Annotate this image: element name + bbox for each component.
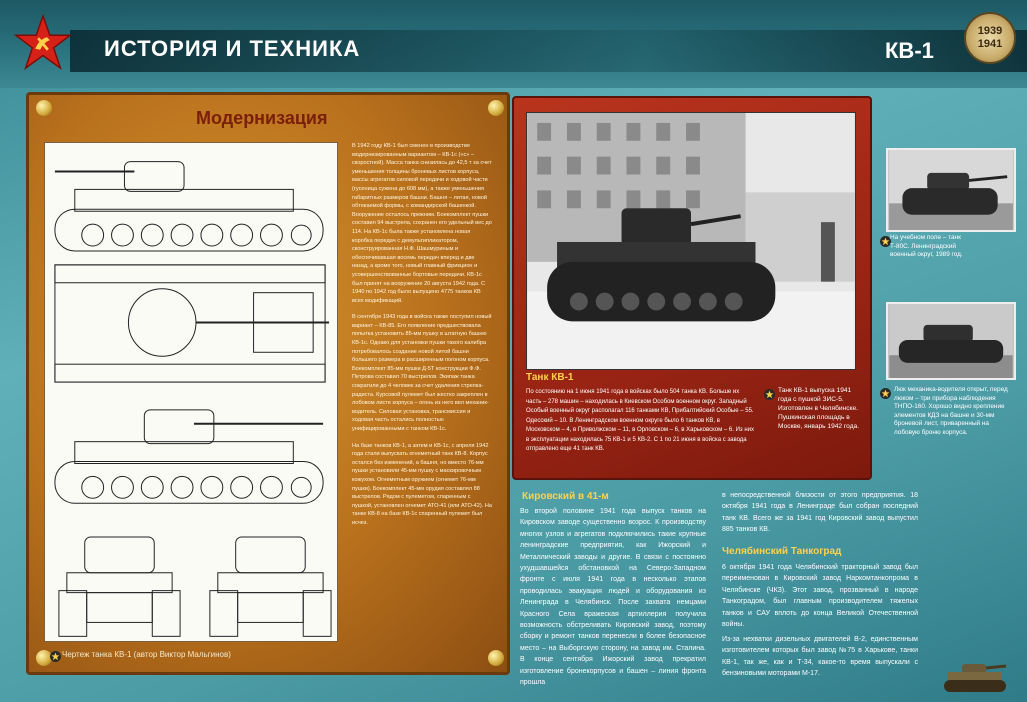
mini-photo-caption-1: На учебном поле – танк Т-80С. Ленинградский военный округ, 1989 год. (890, 234, 963, 258)
tank-t80-photo (886, 148, 1016, 232)
tank-blueprint-drawing (44, 142, 338, 642)
tank-hatch-photo (886, 302, 1016, 380)
modernization-title: Модернизация (196, 108, 328, 128)
tank-icon (940, 656, 1010, 696)
photo-title: Танк КВ-1 (526, 372, 574, 383)
year-start: 1939 (977, 25, 1003, 37)
tank-kv1-photo (526, 112, 856, 370)
chelyabinsk-heading: Челябинский Танкоград (722, 546, 842, 557)
pin-icon (488, 650, 504, 666)
year-end: 1941 (977, 38, 1003, 50)
year-badge (964, 12, 1016, 64)
photo-side-caption: Танк КВ-1 выпуска 1941 года с пушкой ЗИС-5. Изготовлен в Челябинске. Пушкинская площадь в Москве, январь 1942 года. (778, 387, 860, 430)
modernization-paragraph: В сентябре 1943 года в войска также поступил новый вариант – КВ-85. Его появление предшествовала попытка установить 85-мм пушку в штатную башню КВ-1с. Однако для установки пушки такого калибра потребовалось создание новой литой башни большего размера в расширенным погоном корпуса. Боекомплект 85-мм пушки Д-5Т конструкции Ф.Ф. Петрова составил 70 выстрелов. Экипаж танка сократили до 4 человек за счет удаления стрелка-радиста. Курсовой пулемет был жестко закреплен в лобовом листе корпуса – огонь из него вел механик-водитель. Силовая установка, трансмиссия и ходовая часть остались полностью унифицированными с танком КВ-1с. (352, 314, 492, 432)
drawing-caption: Чертеж танка КВ-1 (автор Виктор Мальгинов) (62, 650, 231, 659)
chelyabinsk-text-1: 6 октября 1941 года Челябинский тракторный завод был переименован в Кировский завод Наркомтанкопрома в Челябинске (ЧКЗ). Этот завод, прозванный в народе Танкоградом, был главным производителем тяжелых танков и САУ вплоть до конца Великой Отечественной войны. (722, 564, 918, 629)
modernization-paragraph: В 1942 году КВ-1 был сменен в производстве модернизированным вариантом – КВ-1с («с» – скоростной). Масса танка снизилась до 42,5 т за счет уменьшения толщины броневых листов корпуса, массы агрегатов силовой передачи и ходовой части (гусеница сужена до 608 мм), а также уменьшения габаритных размеров башни. Башня – литая, новой обтекаемой формы, с командирской башенкой. Вооружение осталось прежним. Боекомплект пушки составил 94 выстрела, сохранен его удельный вес до 114. На КВ-1с была также установлена новая коробка передач с демультипликатором, сконструированная Н.Ф. Шашмуриным и обеспечивавшая восемь передач вперед и две назад, а кроме того, новый главный фрикцион и усовершенствованные бортовые передачи. КВ-1с был принят на вооружение 20 августа 1942 года. С 1940 по 1942 год было выпущено 4775 танков КВ всех модификаций. (352, 143, 492, 304)
pin-icon (36, 100, 52, 116)
star-bullet-icon (764, 389, 775, 400)
mini-photo-caption-2: Люк механика-водителя открыт, перед люком – три прибора наблюдения ТНПО-160. Хорошо видно крепление элементов КДЗ на башне и 30-мм броневой лист, приваренный на лобовую броню корпуса. (894, 386, 1008, 436)
subject-title: КВ-1 (885, 38, 934, 63)
kirovsky-heading: Кировский в 41-м (522, 491, 609, 502)
modernization-text (352, 142, 492, 642)
chelyabinsk-text-2: Из-за нехватки дизельных двигателей В-2, единственным изготовителем которых был завод №75 в Харькове, танки КВ-1, так же, как и Т-34, какое-то время выпускали с бензиновыми моторами М-17. (722, 636, 918, 678)
kirovsky-text: Во второй половине 1941 года выпуск танков на Кировском заводе существенно возрос. К производству многих узлов и агрегатов подключились такие крупные ленинградские предприятия, как Ижорский и Металлический заводы и другие. В связи с постоянно ухудшавшейся обстановкой на Северо-Западном фронте с июля 1941 года в несколько этапов проводилась эвакуация людей и оборудования из Ленинграда в Челябинск. После захвата немцами Красного Села вражеская артиллерия получила возможность обстреливать Кировский завод, поэтому сборку и ремонт танков перенесли в более безопасное место – на Выборгскую сторону, на завод им. Сталина. В конце сентября Ижорский завод прекратил изготовление бронекорпусов и башен – линия фронта прошла (520, 508, 706, 687)
chelyabinsk-intro: в непосредственной близости от этого предприятия. 18 октября 1941 года в Ленинграде был собран последний танк КВ. Всего же за 1941 год Кировский завод выпустил 885 танков КВ. (722, 492, 918, 534)
star-bullet-icon (880, 388, 891, 399)
modernization-paragraph: На базе танков КВ-1, а затем и КВ-1с, с апреля 1942 года стали выпускать огнеметный танк КВ-8. Корпус остался без изменений, а башня, но вместо 76-мм пушки установили 45-мм пушку с маскировочным кожухом. Огнеметным оружием (огнемет 76-мм пушки). Боекомплект 45-мм орудия составлял 88 выстрелов. Рядом с пулеметом, спаренным с пушкой, установлен огнемет АТО-41 (или АТО-42). На танке КВ-8 на базе КВ-1с спаренный пулемет был исчез. (352, 442, 492, 526)
red-star-icon (14, 14, 72, 72)
photo-text: По состоянию на 1 июня 1941 года в войсках было 504 танка КВ. Больше их часть – 278 машин – находилась в Киевском Особом военном округ. Западный Особый военный округ располагал 116 танками КВ, Прибалтийский Особые – 55. Одесский – 10. В Ленинградском военном округе было 6 танков КВ, в Московском – 4, в Приволжском – 11, в Орловском – 6, в Харьковском – 6. Из них в эксплуатации находилась 75 КВ-1 и 5 КВ-2. С 1 по 21 июня в войска с завода отправлено еще 41 танк КВ. (526, 389, 755, 452)
section-title: ИСТОРИЯ И ТЕХНИКА (104, 36, 361, 61)
pin-icon (488, 100, 504, 116)
star-bullet-icon (50, 651, 61, 662)
